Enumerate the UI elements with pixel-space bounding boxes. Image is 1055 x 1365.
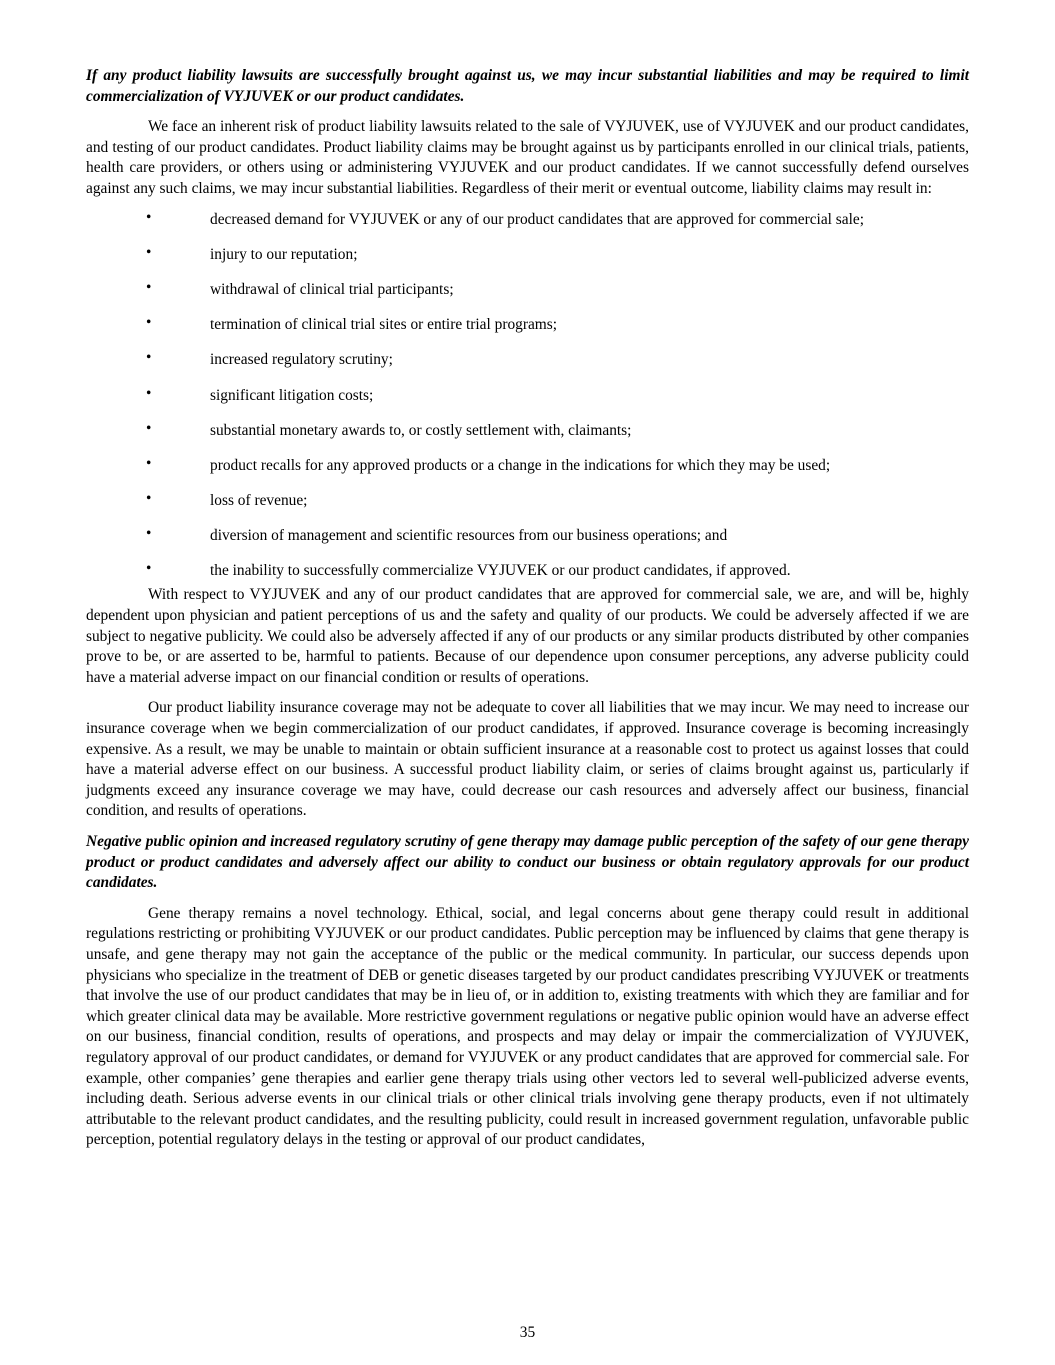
paragraph-insurance-coverage: Our product liability insurance coverage may not be adequate to cover all liabilities that we may incur. We may need to increase our insurance coverage when we begin commercialization of our product candidates, if approved. Insurance coverage is becoming increasingly expensive. As a result, we may be unable to maintain or obtain sufficient insurance at a reasonable cost to protect us against losses that could have a material adverse effect on our business. A successful product liability claim, or series of claims brought against us, particularly if judgments exceed any insurance coverage we may have, could decrease our cash resources and adversely affect our business, financial condition, and results of operations. xyxy=(86,699,969,820)
list-item-text: injury to our reputation; xyxy=(210,245,358,263)
bullet-icon: • xyxy=(146,349,152,367)
list-item-text: the inability to successfully commercialize VYJUVEK or our product candidates, if approved. xyxy=(210,562,791,580)
paragraph-product-liability-intro: We face an inherent risk of product liability lawsuits related to the sale of VYJUVEK, use of VYJUVEK and our product candidates, and testing of our product candidates. Product liability claims may be brought against us by participants enrolled in our clinical trials, patients, health care providers, or others using or administering VYJUVEK and our product candidates. If we cannot successfully defend ourselves against any such claims, we may incur substantial liabilities. Regardless of their merit or eventual outcome, liability claims may result in: xyxy=(86,118,969,197)
list-item xyxy=(86,561,969,585)
list-item-text: termination of clinical trial sites or entire trial programs; xyxy=(210,316,558,334)
paragraph-gene-therapy-novel: Gene therapy remains a novel technology. Ethical, social, and legal concerns about gene therapy could result in additional regulations restricting or prohibiting VYJUVEK or our product candidates. Public perception may be influenced by claims that gene therapy is unsafe, and gene therapy may not gain the acceptance of the public or the medical community. In particular, our success depends upon physicians who specialize in the treatment of DEB or genetic diseases targeted by our product candidates prescribing VYJUVEK or treatments that involve the use of our product candidates that may be in lieu of, or in addition to, existing treatments with which they are familiar and for which greater clinical data may be available. More restrictive government regulations or negative public opinion would have an adverse effect on our business, financial condition, results of operations, and prospects and may delay or impair the commercialization of VYJUVEK, regulatory approval of our product candidates, or demand for VYJUVEK or any product candidates that are approved for commercial sale. For example, other companies’ gene therapies and earlier gene therapy trials using other vectors led to several well-publicized adverse events, including death. Serious adverse events in our clinical trials or other clinical trials involving gene therapy products, even if not ultimately attributable to the relevant product candidates, and the resulting publicity, could result in increased government regulation, unfavorable public perception, potential regulatory delays in the testing or approval of our product candidates, xyxy=(86,904,969,1149)
list-item xyxy=(86,386,969,421)
list-item-text: product recalls for any approved products or a change in the indications for which they may be used; xyxy=(210,456,831,474)
page-number: 35 xyxy=(519,1324,536,1341)
bullet-icon: • xyxy=(146,419,152,437)
document-page xyxy=(86,66,969,1161)
bullet-icon: • xyxy=(146,208,152,226)
list-item xyxy=(86,350,969,385)
list-item-text: loss of revenue; xyxy=(210,492,308,510)
list-item-text: increased regulatory scrutiny; xyxy=(210,351,393,369)
bullet-icon: • xyxy=(146,490,152,508)
section-heading-product-liability: If any product liability lawsuits are successfully brought against us, we may incur substantial liabilities and may be required to limit commercialization of VYJUVEK or our product candidates. xyxy=(86,67,969,105)
list-item xyxy=(86,456,969,491)
bullet-icon: • xyxy=(146,384,152,402)
list-item xyxy=(86,315,969,350)
section-heading-public-opinion: Negative public opinion and increased regulatory scrutiny of gene therapy may damage public perception of the safety of our gene therapy product or product candidates and adversely affect our ability to conduct our business or obtain regulatory approvals for our product candidates. xyxy=(86,832,969,892)
bullet-icon: • xyxy=(146,454,152,472)
list-item xyxy=(86,280,969,315)
list-item-text: significant litigation costs; xyxy=(210,386,374,404)
liability-consequences-list xyxy=(86,210,969,586)
bullet-icon: • xyxy=(146,525,152,543)
list-item xyxy=(86,421,969,456)
paragraph-physician-perception: With respect to VYJUVEK and any of our product candidates that are approved for commercial sale, we are, and will be, highly dependent upon physician and patient perceptions of us and the safety and quality of our products. We could be adversely affected if we are subject to negative publicity. We could also be adversely affected if any of our products or any similar products distributed by other companies prove to be, or are asserted to be, harmful to patients. Because of our dependence upon consumer perceptions, any adverse publicity could have a material adverse impact on our financial condition or results of operations. xyxy=(86,586,969,686)
list-item-text: diversion of management and scientific resources from our business operations; and xyxy=(210,527,728,545)
bullet-icon: • xyxy=(146,560,152,578)
list-item xyxy=(86,245,969,280)
bullet-icon: • xyxy=(146,243,152,261)
list-item-text: substantial monetary awards to, or costly settlement with, claimants; xyxy=(210,421,632,439)
list-item-text: withdrawal of clinical trial participants; xyxy=(210,280,454,298)
bullet-icon: • xyxy=(146,314,152,332)
list-item xyxy=(86,526,969,561)
bullet-icon: • xyxy=(146,278,152,296)
list-item xyxy=(86,210,969,245)
list-item-text: decreased demand for VYJUVEK or any of our product candidates that are approved for commercial sale; xyxy=(210,210,864,228)
list-item xyxy=(86,491,969,526)
